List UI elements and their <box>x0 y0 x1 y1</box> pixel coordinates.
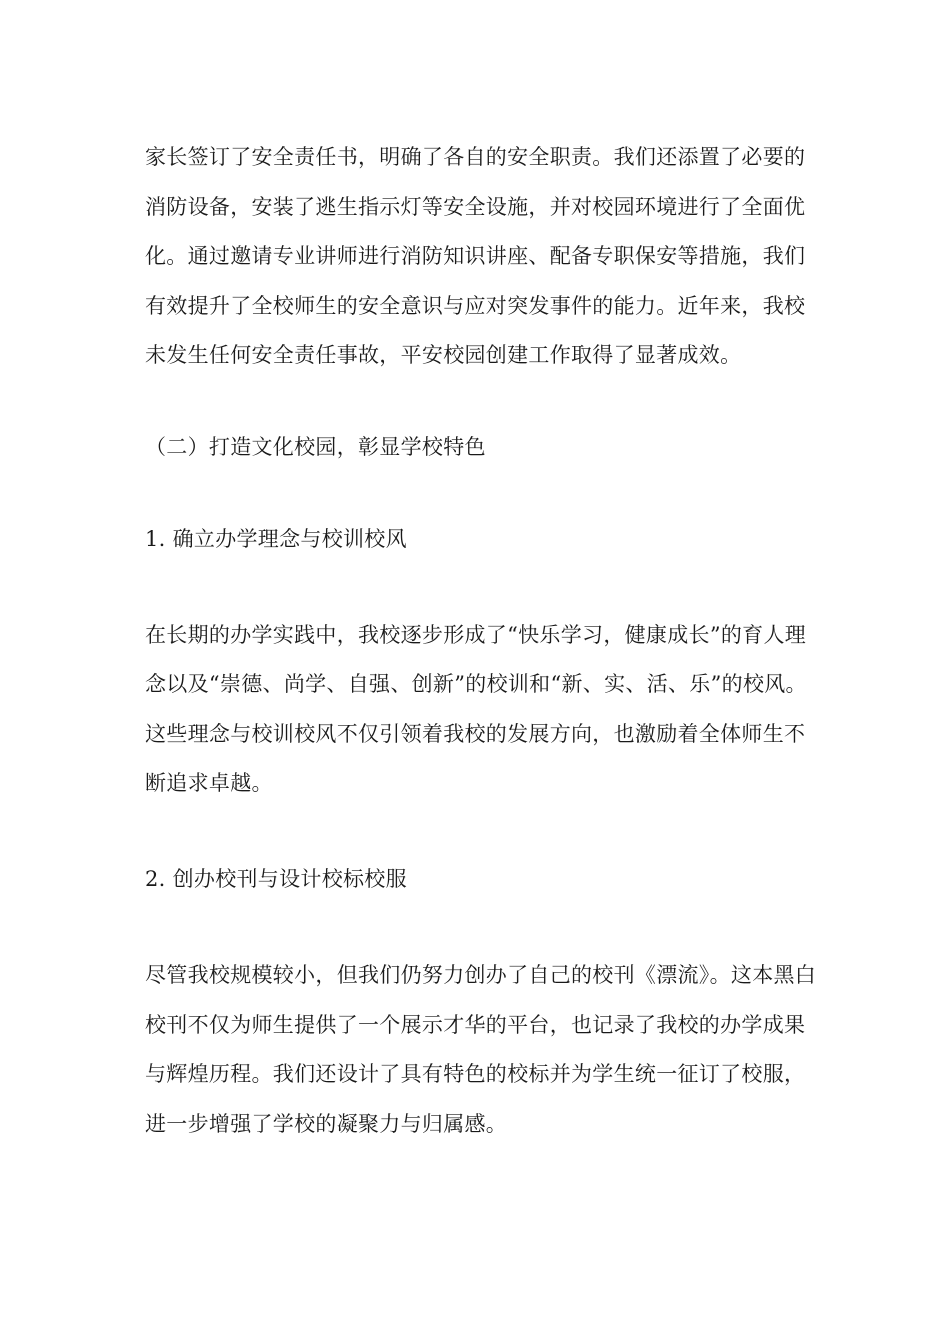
document-body <box>145 133 825 1149</box>
sub-heading-journal: 2. 创办校刊与设计校标校服 <box>145 866 407 891</box>
paragraph-spacer <box>145 565 825 611</box>
paragraph-spacer <box>145 472 825 515</box>
sub-heading-philosophy: 1. 确立办学理念与校训校风 <box>145 527 407 551</box>
paragraph-journal: 尽管我校规模较小，但我们仍努力创办了自己的校刊《漂流》。这本黑白校刊不仅为师生提供了一个展示才华的平台，也记录了我校的办学成果与辉煌历程。我们还设计了具有特色的校标并为学生统一征订了校服，进一步增强了学校的凝聚力与归属感。 <box>145 963 817 1136</box>
paragraph-philosophy: 在长期的办学实践中，我校逐步形成了“快乐学习，健康成长”的育人理念以及“崇德、尚学、自强、创新”的校训和“新、实、活、乐”的校风。这些理念与校训校风不仅引领着我校的发展方向，也激励着全体师生不断追求卓越。 <box>145 622 807 795</box>
paragraph-spacer <box>145 904 825 951</box>
paragraph-safety-measures: 家长签订了安全责任书，明确了各自的安全职责。我们还添置了必要的消防设备，安装了逃生指示灯等安全设施，并对校园环境进行了全面优化。通过邀请专业讲师进行消防知识讲座、配备专职保安等措施，我们有效提升了全校师生的安全意识与应对突发事件的能力。近年来，我校未发生任何安全责任事故，平安校园创建工作取得了显著成效。 <box>145 145 806 367</box>
section-heading-culture: （二）打造文化校园，彰显学校特色 <box>145 434 486 459</box>
paragraph-spacer <box>145 381 825 423</box>
paragraph-spacer <box>145 809 825 855</box>
